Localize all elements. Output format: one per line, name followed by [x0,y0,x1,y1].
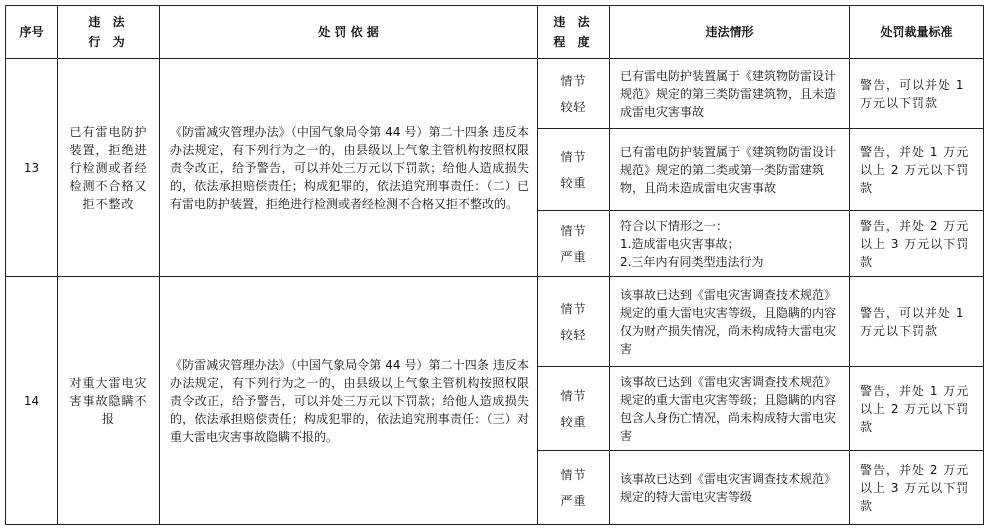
row-number: 13 [6,59,58,277]
degree-line: 情节 [560,301,587,316]
situation-line: 该事故已达到《雷电灾害调查技术规范》规定的特大雷电灾害等级 [620,471,837,504]
situation-line: 已有雷电防护装置属于《建筑物防雷设计规范》规定的第三类防雷建筑物，且未造成雷电灾害事故 [620,68,837,119]
penalty-standard: 警告，可以并处 1 万元以下罚款 [850,277,984,367]
situation-line: 已有雷电防护装置属于《建筑物防雷设计规范》规定的第二类或第一类防雷建筑物，且尚未造成雷电灾害事故 [620,144,837,195]
degree-line: 情节 [560,467,587,482]
header-situation: 违法情形 [610,6,850,59]
violation-degree [538,367,610,451]
header-no: 序号 [6,6,58,59]
header-degree [538,6,610,59]
header-degree-line: 违 法 [553,15,594,29]
degree-line: 严重 [560,249,587,264]
violation-situation [610,129,850,211]
penalty-basis: 《防雷减灾管理办法》（中国气象局令第 44 号）第二十四条 违反本办法规定，有下列行为之一的，由县级以上气象主管机构按照权限责令改正，给予警告，可以并处三万元以下罚款；给他人造成损失的，依法承担赔偿责任；构成犯罪的，依法追究刑事责任：（三）对重大雷电灾害事故隐瞒不报的。 [160,277,538,525]
violation-situation [610,277,850,367]
header-behavior [58,6,160,59]
header-degree-line: 程 度 [553,35,594,49]
degree-line: 较轻 [560,327,587,342]
violation-degree [538,59,610,129]
violation-degree [538,129,610,211]
degree-line: 较重 [560,175,587,190]
situation-line: 该事故已达到《雷电灾害调查技术规范》规定的重大雷电灾害等级；且隐瞒的内容包含人身伤亡情况，尚未构成特大雷电灾害 [620,374,837,443]
penalty-standard-table [5,5,984,525]
violation-behavior: 对重大雷电灾害事故隐瞒不报 [58,277,160,525]
violation-behavior: 已有雷电防护装置，拒绝进行检测或者经检测不合格又拒不整改 [58,59,160,277]
table-header-row [6,6,984,59]
penalty-standard: 警告，并处 2 万元以上 3 万元以下罚款 [850,451,984,525]
header-behavior-line: 违 法 [88,15,129,29]
degree-line: 严重 [560,493,587,508]
penalty-standard: 警告，并处 1 万元以上 2 万元以下罚款 [850,129,984,211]
violation-degree [538,451,610,525]
situation-line: 符合以下情形之一： [620,218,729,233]
violation-situation [610,59,850,129]
penalty-standard: 警告，可以并处 1 万元以下罚款 [850,59,984,129]
situation-line: 1.造成雷电灾害事故； [620,236,740,251]
violation-situation [610,451,850,525]
header-behavior-line: 行 为 [88,35,129,49]
violation-degree [538,211,610,277]
degree-line: 较轻 [560,99,587,114]
header-penalty: 处罚裁量标准 [850,6,984,59]
violation-situation [610,211,850,277]
violation-situation [610,367,850,451]
table-row [6,59,984,129]
degree-line: 情节 [560,149,587,164]
situation-line: 2.三年内有同类型违法行为 [620,254,764,269]
penalty-basis: 《防雷减灾管理办法》（中国气象局令第 44 号）第二十四条 违反本办法规定，有下列行为之一的，由县级以上气象主管机构按照权限责令改正，给予警告，可以并处三万元以下罚款；给他人造成损失的，依法承担赔偿责任；构成犯罪的，依法追究刑事责任：（二）已有雷电防护装置，拒绝进行检测或者经检测不合格又拒不整改的。 [160,59,538,277]
penalty-standard: 警告，并处 2 万元以上 3 万元以下罚款 [850,211,984,277]
header-basis: 处 罚 依 据 [160,6,538,59]
situation-line: 该事故已达到《雷电灾害调查技术规范》规定的重大雷电灾害等级，且隐瞒的内容仅为财产损失情况，尚未构成特大雷电灾害 [620,287,837,356]
violation-degree [538,277,610,367]
penalty-standard: 警告，并处 1 万元以上 2 万元以下罚款 [850,367,984,451]
table-row [6,277,984,367]
degree-line: 情节 [560,223,587,238]
degree-line: 情节 [560,73,587,88]
degree-line: 情节 [560,388,587,403]
row-number: 14 [6,277,58,525]
degree-line: 较重 [560,414,587,429]
